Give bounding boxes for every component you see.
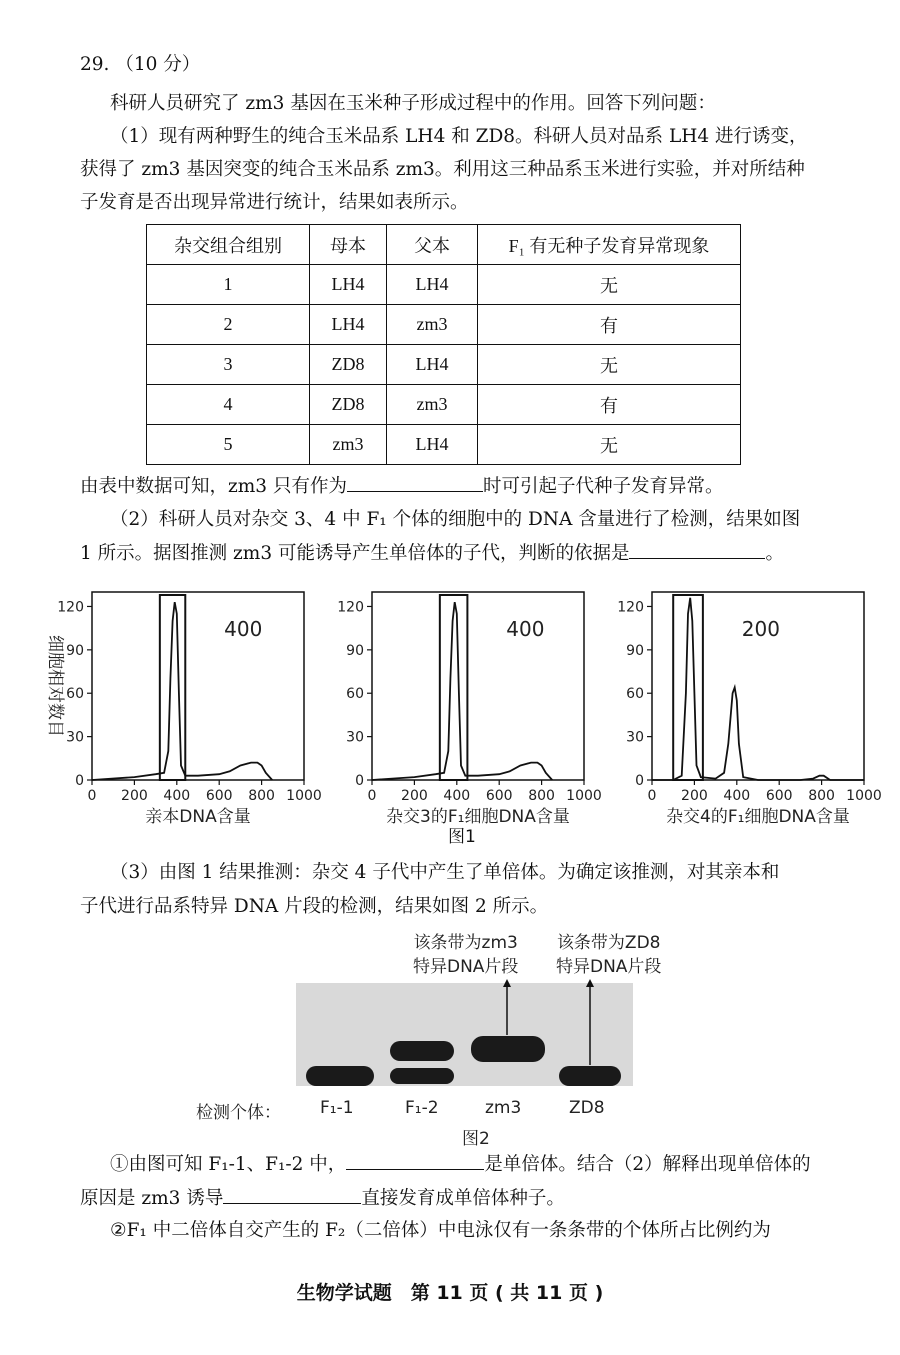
x-tick-label: 800	[528, 788, 555, 804]
table-cell: 无	[478, 265, 741, 305]
x-tick-label: 200	[121, 788, 148, 804]
figure1-chart-2	[320, 588, 600, 837]
lane-label-zm3: zm3	[485, 1098, 522, 1118]
answer-blank-4[interactable]	[223, 1185, 361, 1204]
after-table-text: 由表中数据可知，zm3 只有作为	[80, 476, 347, 497]
part1-line1: （1）现有两种野生的纯合玉米品系 LH4 和 ZD8。科研人员对品系 LH4 进行诱变，	[110, 126, 808, 147]
part2-text-end: 。	[765, 543, 784, 564]
after-table-line	[80, 473, 723, 500]
table-cell: 1	[147, 265, 310, 305]
table-header: 母本	[310, 225, 387, 265]
electrophoresis-gel	[296, 983, 633, 1086]
figure2-caption: 图2	[462, 1129, 490, 1149]
lane-label-zd8: ZD8	[569, 1098, 605, 1118]
page-footer: 生物学试题 第 11 页 ( 共 11 页 )	[296, 1282, 604, 1304]
q1-line1	[110, 1151, 811, 1178]
table-header: F₁ 有无种子发育异常现象	[478, 225, 741, 265]
x-tick-label: 600	[485, 788, 513, 804]
table-cell: 4	[147, 385, 310, 425]
x-tick-label: 800	[248, 788, 275, 804]
table-row	[147, 345, 741, 385]
x-axis-label: 杂交4的F₁细胞DNA含量	[666, 807, 850, 827]
x-tick-label: 1000	[566, 788, 602, 804]
table-cell: 3	[147, 345, 310, 385]
y-tick-label: 60	[346, 686, 364, 703]
y-tick-label: 90	[626, 642, 644, 659]
x-tick-label: 0	[647, 788, 657, 804]
q1-line2	[80, 1185, 565, 1212]
dna-histogram-parent	[40, 588, 320, 833]
x-tick-label: 600	[205, 788, 233, 804]
after-table-text-end: 时可引起子代种子发育异常。	[482, 476, 724, 497]
q1-text: ①由图可知 F₁-1、F₁-2 中，	[110, 1154, 347, 1175]
x-tick-label: 200	[401, 788, 428, 804]
y-tick-label: 0	[75, 773, 84, 789]
y-tick-label: 30	[626, 729, 644, 746]
answer-blank-3[interactable]	[346, 1151, 484, 1170]
q1-text2: 原因是 zm3 诱导	[80, 1188, 224, 1209]
y-tick-label: 120	[337, 599, 364, 616]
table-cell: 有	[478, 305, 741, 345]
dna-histogram-cross4	[600, 588, 880, 833]
question-points: （10 分）	[115, 54, 201, 75]
table-row	[147, 385, 741, 425]
x-tick-label: 1000	[286, 788, 322, 804]
table-header-row	[147, 225, 741, 265]
peak-label: 400	[224, 617, 263, 641]
part2-text: 1 所示。据图推测 zm3 可能诱导产生单倍体的子代，判断的依据是	[80, 543, 630, 564]
question-number: 29.	[80, 54, 110, 75]
annotation-zd8	[556, 931, 661, 979]
x-tick-label: 200	[681, 788, 708, 804]
y-tick-label: 0	[355, 773, 364, 789]
y-tick-label: 60	[66, 686, 84, 703]
part1-line2: 获得了 zm3 基因突变的纯合玉米品系 zm3。利用这三种品系玉米进行实验，并对所结种	[80, 159, 805, 180]
x-tick-label: 0	[367, 788, 377, 804]
part3-line1: （3）由图 1 结果推测：杂交 4 子代中产生了单倍体。为确定该推测，对其亲本和	[110, 862, 780, 883]
y-tick-label: 30	[346, 729, 364, 746]
x-tick-label: 400	[723, 788, 751, 804]
x-axis-label: 亲本DNA含量	[145, 807, 251, 827]
lane-label-f1-2: F₁-2	[405, 1098, 439, 1118]
table-cell: zm3	[387, 305, 478, 345]
table-row	[147, 305, 741, 345]
annotation-zm3	[413, 931, 518, 979]
peak-box	[440, 595, 468, 780]
table-cell: LH4	[387, 425, 478, 465]
y-tick-label: 90	[346, 642, 364, 659]
annotation-zd8-line1: 该条带为ZD8	[556, 933, 661, 953]
x-tick-label: 800	[808, 788, 835, 804]
table-row	[147, 265, 741, 305]
table-cell: 2	[147, 305, 310, 345]
gel-arrows	[296, 983, 633, 1086]
y-tick-label: 60	[626, 686, 644, 703]
y-axis-label: 细胞相对数目	[45, 635, 65, 737]
plot-frame	[372, 592, 584, 780]
x-tick-label: 400	[163, 788, 191, 804]
annotation-zm3-line1: 该条带为zm3	[413, 933, 518, 953]
table-cell: ZD8	[310, 345, 387, 385]
gel-row-label: 检测个体：	[196, 1103, 281, 1123]
figure1-caption: 图1	[448, 827, 476, 847]
x-axis-label: 杂交3的F₁细胞DNA含量	[386, 807, 570, 827]
table-cell: zm3	[310, 425, 387, 465]
cross-table	[146, 224, 741, 465]
table-row	[147, 425, 741, 465]
peak-label: 400	[506, 617, 545, 641]
figure1-chart-1	[40, 588, 320, 837]
y-tick-label: 120	[617, 599, 644, 616]
table-header: 杂交组合组别	[147, 225, 310, 265]
part3-line2: 子代进行品系特异 DNA 片段的检测，结果如图 2 所示。	[80, 896, 549, 917]
question-header	[80, 52, 200, 78]
annotation-zd8-line2: 特异DNA片段	[556, 957, 662, 977]
table-cell: 5	[147, 425, 310, 465]
part2-line1: （2）科研人员对杂交 3、4 中 F₁ 个体的细胞中的 DNA 含量进行了检测，结果如图	[110, 509, 801, 530]
dna-histogram-cross3	[320, 588, 600, 833]
table-cell: zm3	[387, 385, 478, 425]
table-cell: 无	[478, 345, 741, 385]
y-tick-label: 90	[66, 642, 84, 659]
x-tick-label: 600	[765, 788, 793, 804]
table-cell: LH4	[387, 265, 478, 305]
y-tick-label: 0	[635, 773, 644, 789]
table-header: 父本	[387, 225, 478, 265]
q1-text2-end: 直接发育成单倍体种子。	[361, 1188, 565, 1209]
part2-line2	[80, 540, 784, 567]
table-cell: 无	[478, 425, 741, 465]
plot-frame	[92, 592, 304, 780]
part1-line3: 子发育是否出现异常进行统计，结果如表所示。	[80, 192, 469, 213]
table-cell: LH4	[387, 345, 478, 385]
q1-text-end: 是单倍体。结合（2）解释出现单倍体的	[484, 1154, 811, 1175]
table-cell: ZD8	[310, 385, 387, 425]
arrow-zd8-head	[586, 979, 594, 987]
question-intro: 科研人员研究了 zm3 基因在玉米种子形成过程中的作用。回答下列问题：	[110, 93, 716, 114]
y-tick-label: 30	[66, 729, 84, 746]
table-cell: LH4	[310, 305, 387, 345]
x-tick-label: 400	[443, 788, 471, 804]
table-cell: 有	[478, 385, 741, 425]
lane-label-f1-1: F₁-1	[320, 1098, 354, 1118]
figure1-chart-3	[600, 588, 880, 837]
x-tick-label: 1000	[846, 788, 882, 804]
peak-label: 200	[741, 617, 780, 641]
x-tick-label: 0	[87, 788, 97, 804]
y-tick-label: 120	[57, 599, 84, 616]
answer-blank-2[interactable]	[629, 540, 765, 559]
answer-blank-1[interactable]	[347, 473, 483, 492]
annotation-zm3-line2: 特异DNA片段	[413, 957, 519, 977]
table-cell: LH4	[310, 265, 387, 305]
arrow-zm3-head	[503, 979, 511, 987]
q2-line1: ②F₁ 中二倍体自交产生的 F₂（二倍体）中电泳仅有一条条带的个体所占比例约为	[110, 1220, 771, 1241]
